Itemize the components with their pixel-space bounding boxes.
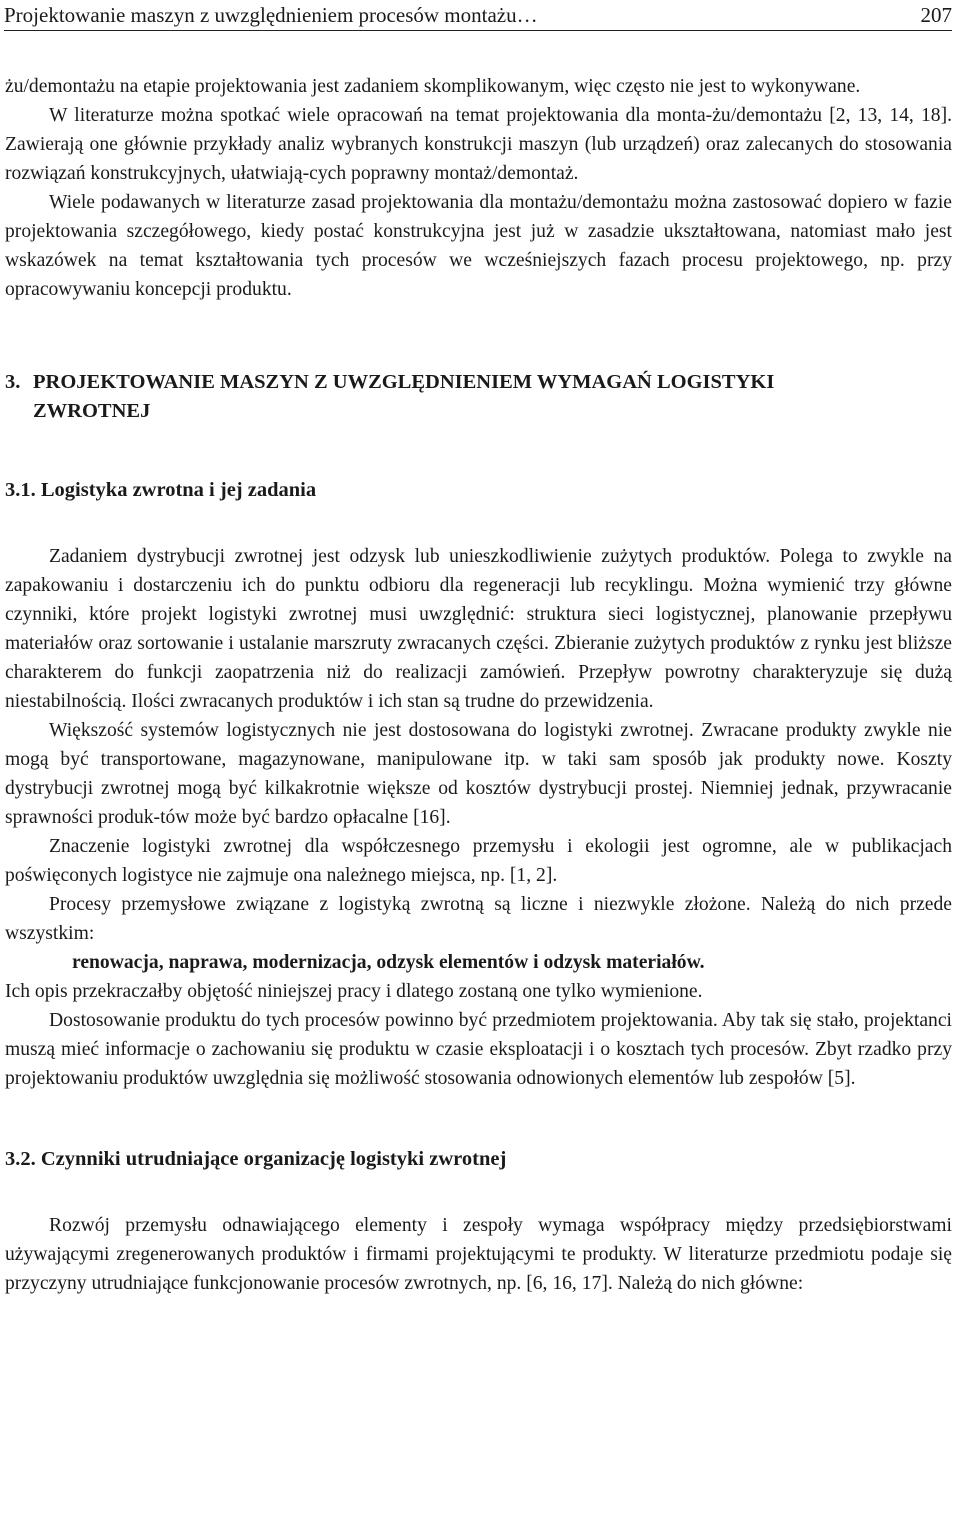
- paragraph-processes: Procesy przemysłowe związane z logistyką zwrotną są liczne i niezwykle złożone. Należą do nich przede wszystkim:: [5, 894, 952, 944]
- paragraph-significance: Znaczenie logistyki zwrotnej dla współczesnego przemysłu i ekologii jest ogromne, ale w publikacjach poświęconych logistyce nie zajmuje ona należnego miejsca, np. [1, 2].: [5, 836, 952, 886]
- paragraph-logistics-systems: Większość systemów logistycznych nie jest dostosowana do logistyki zwrotnej. Zwracane produkty zwykle nie mogą być transportowane, magazynowane, manipulowane itp. w taki sam sposób jak produkty nowe. Koszty dystrybucji zwrotnej mogą być kilkakrotnie większe od kosztów dystrybucji prostej. Niemniej jednak, przywracanie sprawności produk-tów może być bardzo opłacalne [16].: [5, 720, 952, 828]
- subsection-heading-3-1: 3.1. Logistyka zwrotna i jej zadania: [5, 479, 317, 501]
- body-text: [5, 72, 952, 1298]
- paragraph-development: Rozwój przemysłu odnawiającego elementy i zespoły wymaga współpracy między przedsiębiorstwami używającymi zregenerowanych produktów i firmami projektującymi te produkty. W literaturze przedmiotu podaje się przyczyny utrudniające funkcjonowanie procesów zwrotnych, np. [6, 16, 17]. Należą do nich główne:: [5, 1215, 952, 1294]
- subsection-heading-3-2: 3.2. Czynniki utrudniające organizację logistyki zwrotnej: [5, 1148, 507, 1170]
- paragraph-literature: W literaturze można spotkać wiele opracowań na temat projektowania dla monta-żu/demontażu [2, 13, 14, 18]. Zawierają one głównie przykłady analiz wybranych konstrukcji maszyn (lub urządzeń) oraz zalecanych do stosowania rozwiązań konstrukcyjnych, ułatwiają-cych poprawny montaż/demontaż.: [5, 105, 952, 184]
- paragraph-adaptation: Dostosowanie produktu do tych procesów powinno być przedmiotem projektowania. Aby tak się stało, projektanci muszą mieć informacje o zachowaniu się produktu w czasie eksploatacji i o kosztach tych procesów. Zbyt rzadko przy projektowaniu produktów uwzględnia się możliwość stosowania odnowionych elementów lub zespołów [5].: [5, 1010, 952, 1089]
- section-title-line1: PROJEKTOWANIE MASZYN Z UWZGLĘDNIENIEM WYMAGAŃ LOGISTYKI: [33, 371, 775, 393]
- process-list: renowacja, naprawa, modernizacja, odzysk elementów i odzysk materiałów.: [72, 952, 705, 973]
- section-number: 3.: [5, 371, 21, 393]
- paragraph-description: Ich opis przekraczałby objętość niniejszej pracy i dlatego zostaną one tylko wymienione.: [5, 981, 703, 1002]
- paragraph-continued: żu/demontażu na etapie projektowania jest zadaniem skomplikowanym, więc często nie jest to wykonywane.: [5, 76, 861, 97]
- paragraph-reverse-distribution: Zadaniem dystrybucji zwrotnej jest odzysk lub unieszkodliwienie zużytych produktów. Polega to zwykle na zapakowaniu i dostarczeniu ich do punktu odbioru dla regeneracji lub recyklingu. Można wymienić trzy główne czynniki, które projekt logistyki zwrotnej musi uwzględnić: struktura sieci logistycznej, planowanie przepływu materiałów oraz sortowanie i ustalanie marszruty zwracanych części. Zbieranie zużytych produktów z rynku jest bliższe charakterem do funkcji zaopatrzenia niż do realizacji zamówień. Przepływ powrotny charakteryzuje się dużą niestabilnością. Ilości zwracanych produktów i ich stan są trudne do przewidzenia.: [5, 546, 952, 712]
- section-title-line2: ZWROTNEJ: [33, 400, 151, 422]
- running-header: [4, 0, 952, 31]
- running-header-title: Projektowanie maszyn z uwzględnieniem procesów montażu…: [4, 3, 538, 27]
- paragraph-principles: Wiele podawanych w literaturze zasad projektowania dla montażu/demontażu można zastosować dopiero w fazie projektowania szczegółowego, kiedy postać konstrukcyjna jest już w zasadzie ukształtowana, natomiast mało jest wskazówek na temat kształtowania tych procesów we wcześniejszych fazach procesu projektowego, np. przy opracowywaniu koncepcji produktu.: [5, 192, 952, 300]
- section-heading-3: [5, 368, 952, 426]
- page-number: 207: [920, 3, 952, 27]
